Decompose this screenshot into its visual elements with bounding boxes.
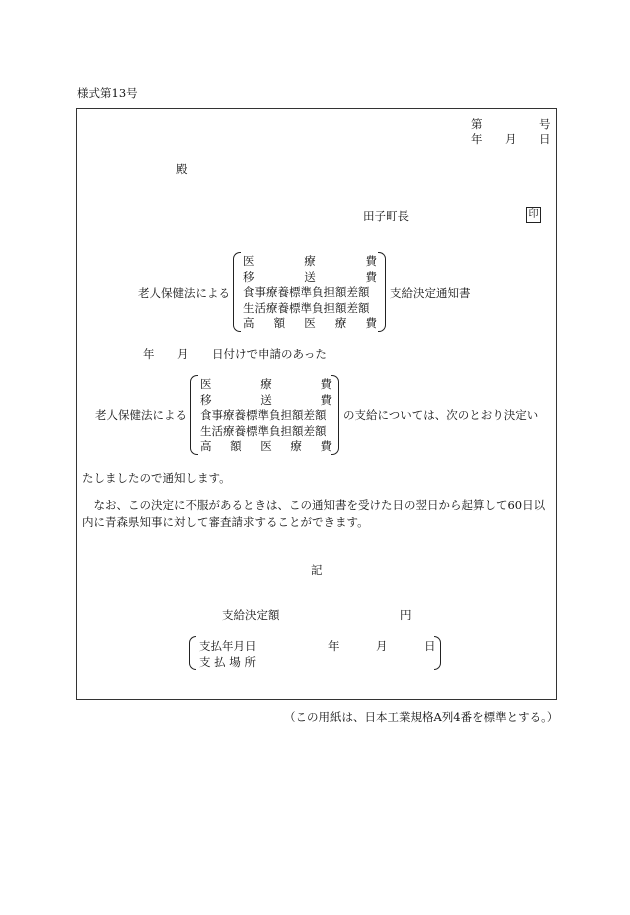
payment-date-label: 支払年月日 [199, 639, 257, 653]
title-suffix: 支給決定通知書 [390, 286, 471, 300]
body-prefix: 老人保健法による [95, 408, 187, 422]
payment-bracket-left [189, 636, 196, 670]
body-item-part: 生活療養標準負担額差額 [200, 423, 327, 438]
title-prefix: 老人保健法による [138, 286, 230, 300]
title-item-part: 食事療養標準負担額差額 [243, 285, 370, 299]
body-item [200, 408, 332, 424]
title-bracket-left [233, 252, 241, 332]
footnote: （この用紙は、日本工業規格A列4番を標準とする。） [284, 710, 559, 724]
header-go: 号 [539, 117, 551, 131]
title-item-part: 高 [243, 316, 255, 330]
title-item-part: 費 [365, 316, 377, 330]
body-item-list [200, 377, 332, 455]
body-item-part: 移 [200, 392, 212, 407]
title-item-part: 療 [334, 316, 347, 330]
title-item-part: 生活療養標準負担額差額 [243, 300, 370, 315]
header-dai: 第 [471, 117, 483, 131]
body-item-part: 額 [230, 439, 242, 453]
body-item-part: 高 [200, 439, 212, 453]
application-text: 日付けで申請のあった [212, 347, 327, 361]
body-item-part: 費 [320, 377, 332, 391]
addressee-suffix: 殿 [176, 162, 188, 176]
title-item-part: 療 [304, 254, 316, 268]
body-item-part: 医 [200, 377, 212, 391]
body-item [200, 439, 332, 455]
body-bracket-right [331, 375, 339, 455]
title-item-part: 費 [365, 269, 377, 284]
title-item-part: 医 [304, 316, 316, 330]
payment-bracket-right [434, 636, 441, 670]
title-bracket-right [378, 252, 386, 332]
title-item-part: 医 [243, 254, 255, 268]
header-month: 月 [505, 132, 517, 146]
body-item-part: 費 [320, 439, 332, 453]
header-year: 年 [471, 132, 483, 146]
title-item-part: 費 [365, 254, 377, 268]
issuer-name: 田子町長 [363, 209, 409, 223]
title-item [243, 270, 377, 286]
body-continuation: たしましたので通知します。 [82, 471, 231, 485]
title-item [243, 301, 377, 317]
title-item-list [243, 254, 377, 332]
form-number: 様式第13号 [77, 86, 138, 100]
title-item-part: 送 [304, 269, 316, 284]
body-item-part: 療 [260, 377, 272, 391]
body-item [200, 377, 332, 393]
body-item-part: 療 [290, 439, 302, 453]
seal-mark: 印 [526, 207, 541, 223]
application-month: 月 [177, 347, 189, 361]
amount-unit: 円 [400, 608, 412, 622]
application-year: 年 [143, 347, 155, 361]
appeal-notice [82, 497, 545, 531]
amount-label: 支給決定額 [222, 608, 280, 622]
appeal-line-2: 内に青森県知事に対して審査請求することができます。 [82, 515, 369, 529]
title-item [243, 254, 377, 270]
header-day: 日 [539, 132, 551, 146]
body-item-part: 食事療養標準負担額差額 [200, 408, 327, 422]
body-bracket-left [190, 375, 198, 455]
body-item [200, 424, 332, 440]
body-item [200, 393, 332, 409]
title-item-part: 額 [273, 316, 286, 330]
body-suffix: の支給については、次のとおり決定い [343, 408, 539, 422]
body-item-part: 費 [320, 392, 332, 407]
payment-place-label: 支 払 場 所 [199, 655, 256, 669]
payment-month: 月 [376, 639, 388, 653]
payment-year: 年 [328, 639, 340, 653]
body-item-part: 送 [260, 392, 272, 407]
title-item [243, 285, 377, 301]
body-item-part: 医 [260, 439, 272, 453]
payment-day: 日 [424, 639, 436, 653]
appeal-line-1: なお、この決定に不服があるときは、この通知書を受けた日の翌日から起算して60日以 [82, 498, 546, 512]
title-item-part: 移 [243, 269, 255, 284]
ki-heading: 記 [311, 563, 323, 577]
title-item [243, 316, 377, 332]
